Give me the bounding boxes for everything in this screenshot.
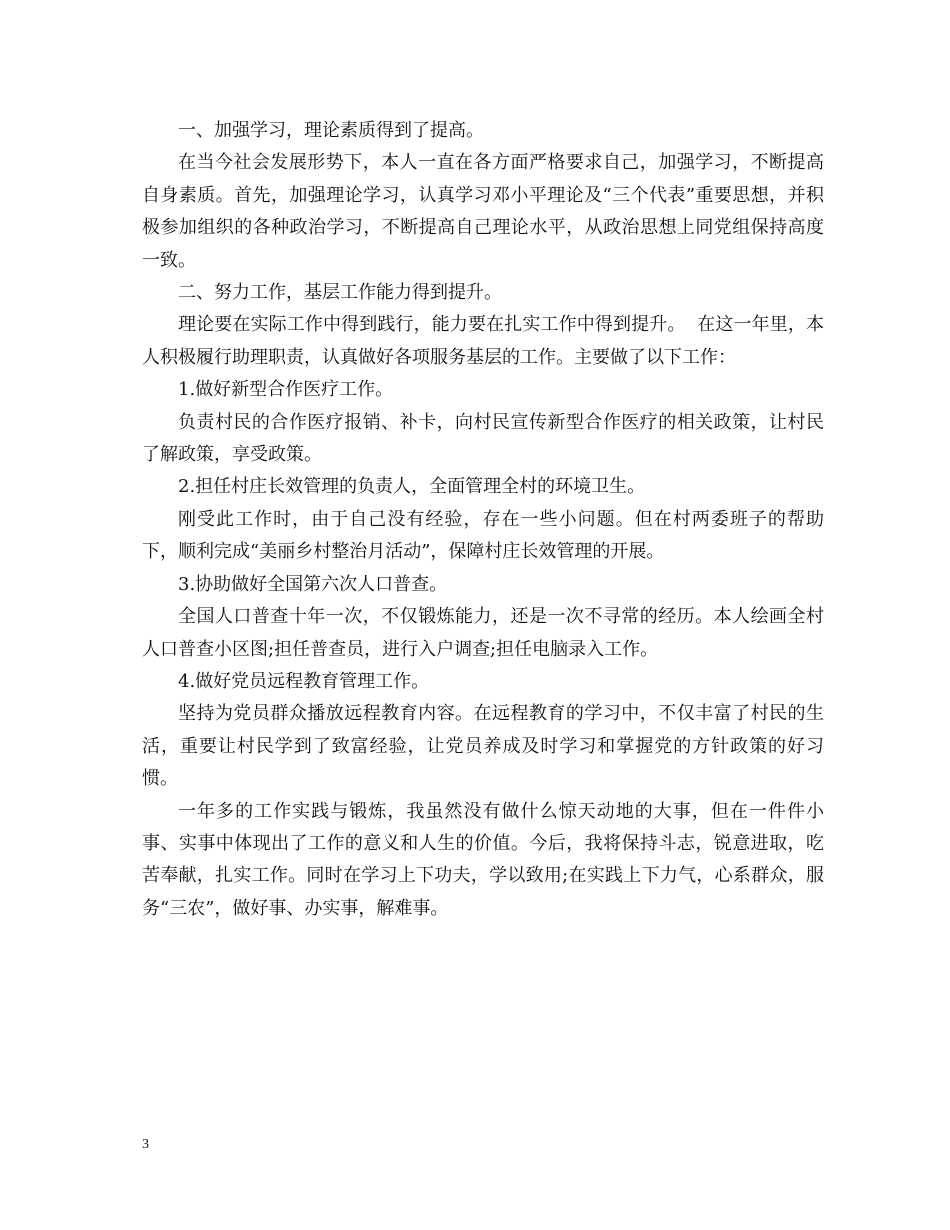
item-heading-1: 1.做好新型合作医疗工作。 xyxy=(178,379,394,401)
paragraph-item-3: 全国人口普查十年一次，不仅锻炼能力，还是一次不寻常的经历。本人绘画全村人口普查小区图;担任普查员，进行入户调查;担任电脑录入工作。 xyxy=(142,606,824,660)
item-heading-3: 3.协助做好全国第六次人口普查。 xyxy=(178,573,448,595)
paragraph-conclusion: 一年多的工作实践与锻炼，我虽然没有做什么惊天动地的大事，但在一件件小事、实事中体现出了工作的意义和人生的价值。今后，我将保持斗志，锐意进取，吃苦奉献，扎实工作。同时在学习上下功夫，学以致用;在实践上下力气，心系群众，服务“三农”，做好事、办实事，解难事。 xyxy=(142,800,824,919)
paragraph-study: 在当今社会发展形势下，本人一直在各方面严格要求自己，加强学习，不断提高自身素质。首先，加强理论学习，认真学习邓小平理论及“三个代表”重要思想，并积极参加组织的各种政治学习，不断提高自己理论水平，从政治思想上同党组保持高度一致。 xyxy=(142,152,824,271)
paragraph-item-2: 刚受此工作时，由于自己没有经验，存在一些小问题。但在村两委班子的帮助下，顺利完成“美丽乡村整治月活动”，保障村庄长效管理的开展。 xyxy=(142,508,824,563)
paragraph-item-1: 负责村民的合作医疗报销、补卡，向村民宣传新型合作医疗的相关政策，让村民了解政策，享受政策。 xyxy=(142,411,824,466)
section-heading-work: 二、努力工作，基层工作能力得到提升。 xyxy=(178,282,502,304)
document-body xyxy=(142,115,824,925)
item-heading-4: 4.做好党员远程教育管理工作。 xyxy=(178,670,430,692)
page-number: 3 xyxy=(142,1137,149,1152)
paragraph-item-4: 坚持为党员群众播放远程教育内容。在远程教育的学习中，不仅丰富了村民的生活，重要让村民学到了致富经验，让党员养成及时学习和掌握党的方针政策的好习惯。 xyxy=(142,703,824,790)
item-heading-2: 2.担任村庄长效管理的负责人，全面管理全村的环境卫生。 xyxy=(178,476,646,498)
paragraph-work-intro: 理论要在实际工作中得到践行，能力要在扎实工作中得到提升。 在这一年里，本人积极履行助理职责，认真做好各项服务基层的工作。主要做了以下工作： xyxy=(142,314,824,368)
section-heading-study: 一、加强学习，理论素质得到了提高。 xyxy=(178,120,484,141)
